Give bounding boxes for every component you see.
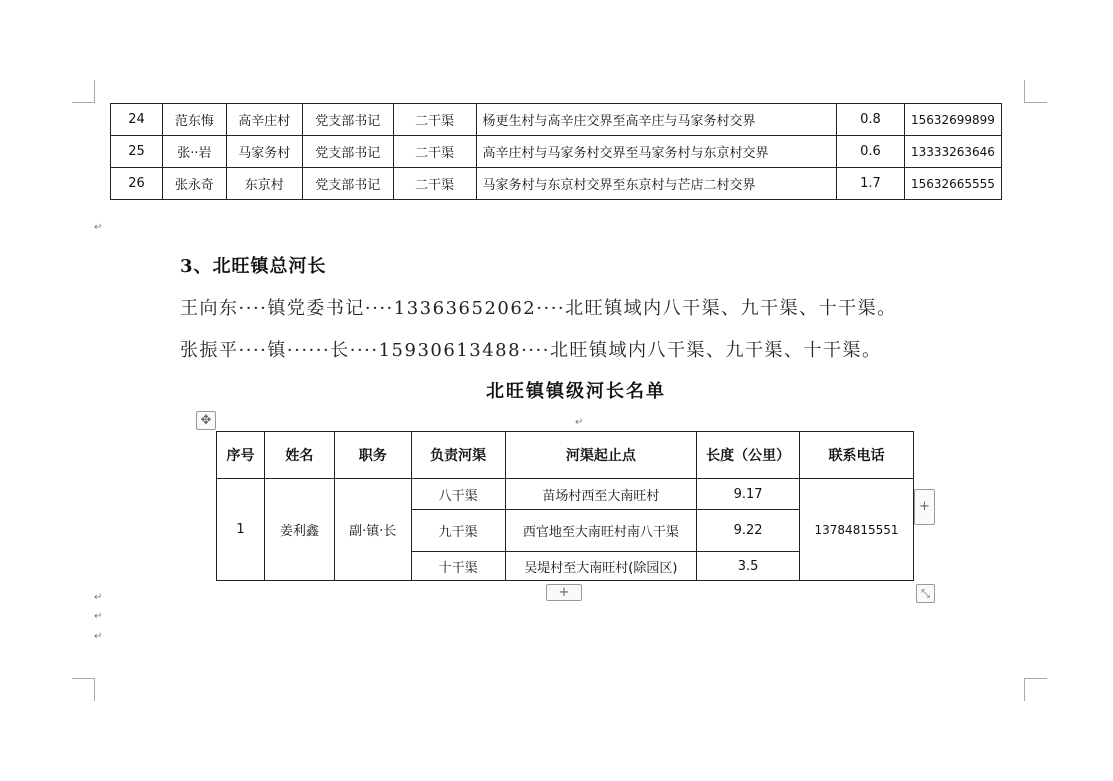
table-move-handle-icon[interactable]: ✥ [196, 411, 216, 430]
table-row [111, 104, 1002, 136]
town-river-chief-table [216, 431, 914, 581]
length[interactable]: 0.8 [837, 104, 905, 136]
phone[interactable]: 15632665555 [904, 168, 1001, 200]
header-cell[interactable]: 职务 [334, 432, 411, 479]
canal[interactable]: 九干渠 [411, 510, 505, 552]
role[interactable]: 党支部书记 [302, 104, 393, 136]
add-row-button[interactable]: + [546, 584, 582, 601]
phone[interactable]: 13333263646 [904, 136, 1001, 168]
section[interactable]: 苗场村西至大南旺村 [505, 479, 697, 510]
table-resize-icon[interactable]: ⤡ [916, 584, 935, 603]
chief-name[interactable]: 范东悔 [162, 104, 226, 136]
paragraph-mark: ↵ [575, 417, 584, 428]
chief-name[interactable]: 张永奇 [162, 168, 226, 200]
chief-name[interactable]: 姜利鑫 [264, 479, 334, 581]
role[interactable]: 副·镇·长 [334, 479, 411, 581]
chief-name[interactable]: 张··岩 [162, 136, 226, 168]
village-river-chief-table [110, 103, 1002, 200]
village[interactable]: 马家务村 [226, 136, 302, 168]
page-corner-mark [72, 678, 95, 701]
chief-line: 王向东····镇党委书记····13363652062····北旺镇域内八干渠、九干渠、十干渠。 [180, 298, 897, 319]
page-corner-mark [72, 80, 95, 103]
header-cell[interactable]: 河渠起止点 [505, 432, 697, 479]
header-cell[interactable]: 序号 [217, 432, 265, 479]
role[interactable]: 党支部书记 [302, 168, 393, 200]
add-column-button[interactable]: + [914, 489, 935, 525]
section[interactable]: 高辛庄村与马家务村交界至马家务村与东京村交界 [476, 136, 837, 168]
village[interactable]: 高辛庄村 [226, 104, 302, 136]
table-title: 北旺镇镇级河长名单 [486, 381, 666, 402]
length[interactable]: 1.7 [837, 168, 905, 200]
header-cell[interactable]: 负责河渠 [411, 432, 505, 479]
table-header-row [217, 432, 914, 479]
header-cell[interactable]: 姓名 [264, 432, 334, 479]
phone[interactable]: 15632699899 [904, 104, 1001, 136]
paragraph-mark: ↵ [94, 222, 103, 233]
section[interactable]: 马家务村与东京村交界至东京村与芒店二村交界 [476, 168, 837, 200]
table-row [111, 136, 1002, 168]
role[interactable]: 党支部书记 [302, 136, 393, 168]
length[interactable]: 9.22 [697, 510, 800, 552]
row-number[interactable]: 24 [111, 104, 163, 136]
chief-line: 张振平····镇······长····15930613488····北旺镇域内八干渠、九干渠、十干渠。 [180, 340, 882, 361]
canal[interactable]: 二干渠 [393, 136, 476, 168]
table-row [111, 168, 1002, 200]
paragraph-mark: ↵ [94, 611, 103, 622]
canal[interactable]: 二干渠 [393, 104, 476, 136]
section[interactable]: 吴堤村至大南旺村(除园区) [505, 552, 697, 581]
row-number[interactable]: 25 [111, 136, 163, 168]
row-number[interactable]: 26 [111, 168, 163, 200]
row-number[interactable]: 1 [217, 479, 265, 581]
header-cell[interactable]: 联系电话 [800, 432, 914, 479]
paragraph-mark: ↵ [94, 631, 103, 642]
paragraph-mark: ↵ [94, 592, 103, 603]
page-corner-mark [1024, 678, 1047, 701]
section[interactable]: 西官地至大南旺村南八干渠 [505, 510, 697, 552]
length[interactable]: 9.17 [697, 479, 800, 510]
length[interactable]: 3.5 [697, 552, 800, 581]
length[interactable]: 0.6 [837, 136, 905, 168]
canal[interactable]: 二干渠 [393, 168, 476, 200]
canal[interactable]: 十干渠 [411, 552, 505, 581]
header-cell[interactable]: 长度（公里） [697, 432, 800, 479]
village[interactable]: 东京村 [226, 168, 302, 200]
section[interactable]: 杨更生村与高辛庄交界至高辛庄与马家务村交界 [476, 104, 837, 136]
canal[interactable]: 八干渠 [411, 479, 505, 510]
section-heading: 3、北旺镇总河长 [180, 256, 327, 277]
page-corner-mark [1024, 80, 1047, 103]
table-row [217, 479, 914, 510]
phone[interactable]: 13784815551 [800, 479, 914, 581]
